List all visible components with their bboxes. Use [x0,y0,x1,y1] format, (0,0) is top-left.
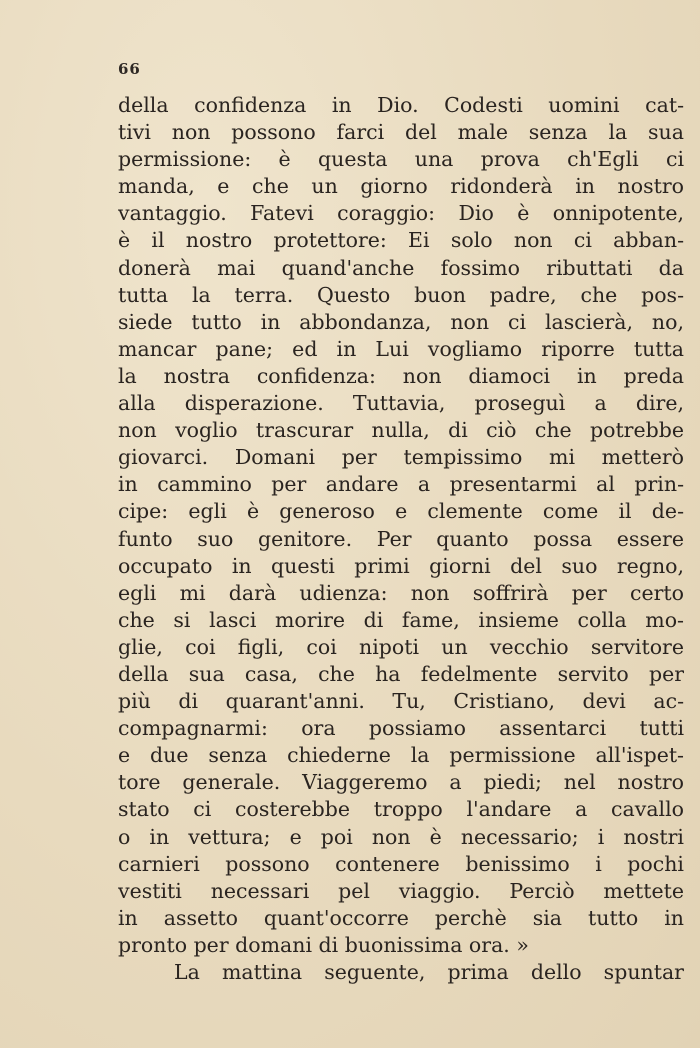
text-line: egli mi darà udienza: non soffrirà per certo [118,580,684,605]
text-line: tivi non possono farci del male senza la sua [118,120,684,145]
text-line: permissione: è questa una prova ch'Egli ci [118,147,684,172]
text-line: vantaggio. Fatevi coraggio: Dio è onnipotente, [118,201,684,226]
text-line: carnieri possono contenere benissimo i pochi [118,851,684,876]
text-line: in cammino per andare a presentarmi al prin- [118,472,684,497]
text-line: e due senza chiederne la permissione all'ispet- [118,743,684,768]
text-line: della confidenza in Dio. Codesti uomini cat- [118,93,684,117]
text-line: manda, e che un giorno ridonderà in nostro [118,174,684,199]
text-line: più di quarant'anni. Tu, Cristiano, devi ac- [118,689,684,714]
text-line: vestiti necessari pel viaggio. Perciò mettete [118,878,684,903]
body-text [118,92,684,986]
text-line: alla disperazione. Tuttavia, proseguì a dire, [118,391,684,416]
text-line: glie, coi figli, coi nipoti un vecchio servitore [118,634,684,659]
text-line: compagnarmi: ora possiamo assentarci tutti [118,716,684,741]
text-line: la nostra confidenza: non diamoci in preda [118,363,684,388]
text-line: che si lasci morire di fame, insieme colla mo- [118,607,684,632]
page-number: 66 [118,60,141,78]
text-line: mancar pane; ed in Lui vogliamo riporre tutta [118,336,684,361]
text-line: non voglio trascurar nulla, di ciò che potrebbe [118,418,684,443]
text-line: siede tutto in abbondanza, non ci lascierà, no, [118,309,684,334]
paragraph-end-line: pronto per domani di buonissima ora. » [118,932,529,957]
text-line: in assetto quant'occorre perchè sia tutto in [118,905,684,930]
text-line: stato ci costerebbe troppo l'andare a cavallo [118,797,684,822]
text-line: donerà mai quand'anche fossimo ributtati da [118,255,684,280]
text-line: è il nostro protettore: Ei solo non ci abban- [118,228,684,253]
text-line: cipe: egli è generoso e clemente come il de- [118,499,684,524]
text-line: occupato in questi primi giorni del suo regno, [118,553,684,578]
text-line: funto suo genitore. Per quanto possa essere [118,526,684,551]
text-line: della sua casa, che ha fedelmente servito per [118,661,684,686]
text-line: giovarci. Domani per tempissimo mi metterò [118,445,684,470]
text-line: tutta la terra. Questo buon padre, che pos- [118,282,684,307]
text-line: o in vettura; e poi non è necessario; i nostri [118,824,684,849]
text-line: tore generale. Viaggeremo a piedi; nel nostro [118,770,684,795]
paragraph-start-line: La mattina seguente, prima dello spuntar [174,960,684,984]
